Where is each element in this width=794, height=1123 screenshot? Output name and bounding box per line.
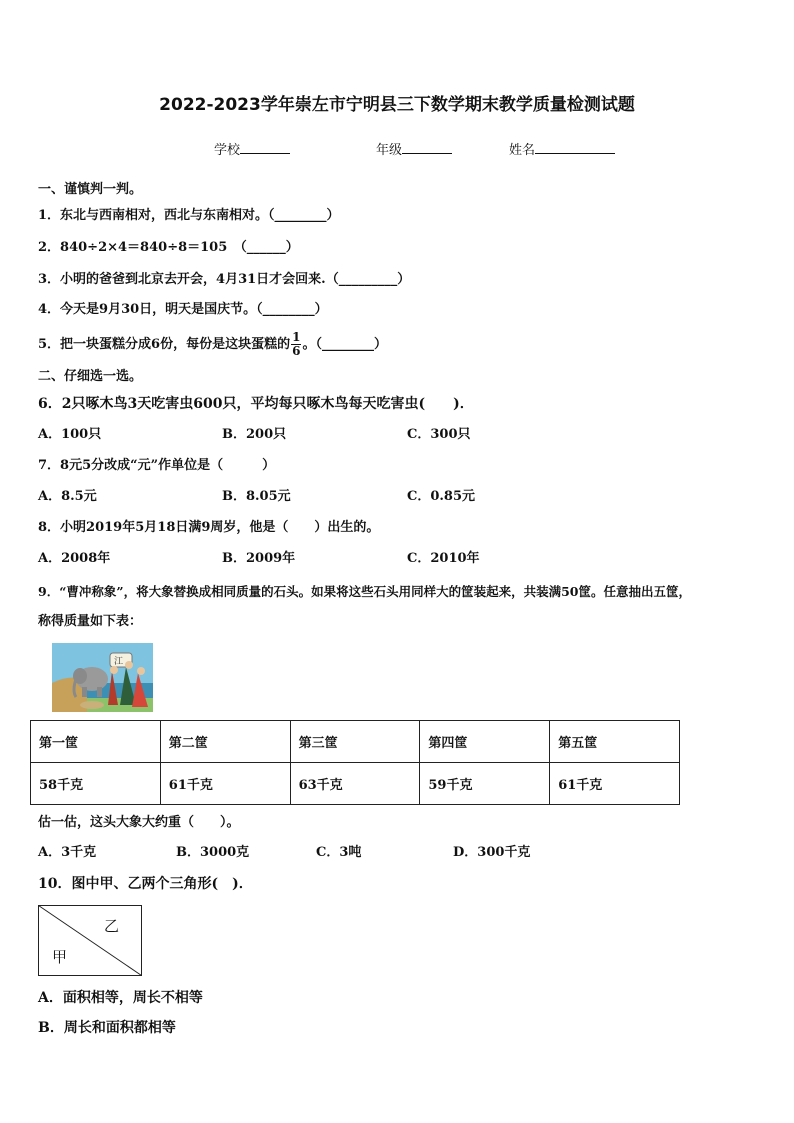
q6-option-c: C．300只 — [407, 427, 471, 442]
grade-field — [376, 141, 452, 159]
basket-weight-table — [30, 720, 680, 805]
name-label: 姓名 — [509, 143, 536, 158]
school-label: 学校 — [214, 143, 241, 158]
question-6: 6．2只啄木鸟3天吃害虫600只，平均每只啄木鸟每天吃害虫( )． — [38, 396, 474, 412]
question-1: 1．东北与西南相对，西北与东南相对。（________） — [38, 208, 340, 223]
q9-option-c: C．3吨 — [316, 845, 362, 860]
q9-option-d: D．300千克 — [453, 845, 531, 860]
q6-option-a: A．100只 — [38, 427, 102, 442]
question-4: 4．今天是9月30日，明天是国庆节。（________） — [38, 302, 328, 317]
q9-option-b: B．3000克 — [176, 845, 250, 860]
table-row — [31, 763, 680, 805]
q8-option-c: C．2010年 — [407, 551, 480, 566]
table-header-cell: 第二筐 — [160, 721, 290, 763]
elephant-illustration — [52, 643, 153, 712]
section-heading-1: 一、谨慎判一判。 — [38, 182, 143, 197]
table-cell: 61千克 — [550, 763, 680, 805]
q9-option-a: A．3千克 — [38, 845, 97, 860]
question-3: 3．小明的爸爸到北京去开会，4月31日才会回来.（_________） — [38, 272, 411, 287]
table-header-cell: 第一筐 — [31, 721, 161, 763]
table-header-cell: 第四筐 — [420, 721, 550, 763]
question-5-text: 5．把一块蛋糕分成6份，每份是这块蛋糕的 — [38, 337, 291, 352]
table-cell: 58千克 — [31, 763, 161, 805]
grade-label: 年级 — [376, 143, 403, 158]
section-heading-2: 二、仔细选一选。 — [38, 369, 143, 384]
fraction-numerator: 1 — [292, 330, 301, 344]
fraction-denominator: 6 — [292, 344, 301, 358]
table-header-cell: 第三筐 — [290, 721, 420, 763]
q7-option-c: C．0.85元 — [407, 489, 476, 504]
q7-option-b: B．8.05元 — [222, 489, 291, 504]
q10-option-b: B．周长和面积都相等 — [38, 1020, 176, 1036]
triangle-diagram — [38, 905, 142, 976]
page-title: 2022-2023学年崇左市宁明县三下数学期末教学质量检测试题 — [159, 95, 635, 115]
label-jia: 甲 — [52, 948, 68, 966]
q7-option-a: A．8.5元 — [38, 489, 97, 504]
table-cell: 63千克 — [290, 763, 420, 805]
question-9-prompt: 估一估，这头大象大约重（ ）。 — [38, 815, 240, 830]
svg-text:江: 江 — [114, 657, 124, 667]
school-field — [214, 141, 290, 159]
question-9-line2: 称得质量如下表： — [38, 614, 143, 629]
table-cell: 61千克 — [160, 763, 290, 805]
table-header-row — [31, 721, 680, 763]
question-8: 8．小明2019年5月18日满9周岁，他是（ ）出生的。 — [38, 520, 380, 535]
q10-option-a: A．面积相等，周长不相等 — [38, 990, 203, 1006]
fraction — [291, 331, 301, 358]
q8-option-a: A．2008年 — [38, 551, 111, 566]
question-7: 7．8元5分改成“元”作单位是（ ） — [38, 458, 276, 473]
label-yi: 乙 — [104, 917, 120, 935]
question-5-tail: 。（________） — [302, 337, 387, 352]
table-header-cell: 第五筐 — [550, 721, 680, 763]
name-blank — [535, 141, 615, 154]
table-cell: 59千克 — [420, 763, 550, 805]
q6-option-b: B．200只 — [222, 427, 287, 442]
question-2: 2．840÷2×4＝840÷8＝105 （______） — [38, 240, 299, 255]
question-5 — [38, 326, 387, 364]
school-blank — [240, 141, 290, 154]
name-field — [509, 141, 615, 159]
question-10: 10．图中甲、乙两个三角形( )． — [38, 876, 253, 892]
q8-option-b: B．2009年 — [222, 551, 296, 566]
grade-blank — [402, 141, 452, 154]
question-9-line1: 9．“曹冲称象”，将大象替换成相同质量的石头。如果将这些石头用同样大的筐装起来，共装满50筐。任意抽出五筐， — [38, 584, 691, 599]
